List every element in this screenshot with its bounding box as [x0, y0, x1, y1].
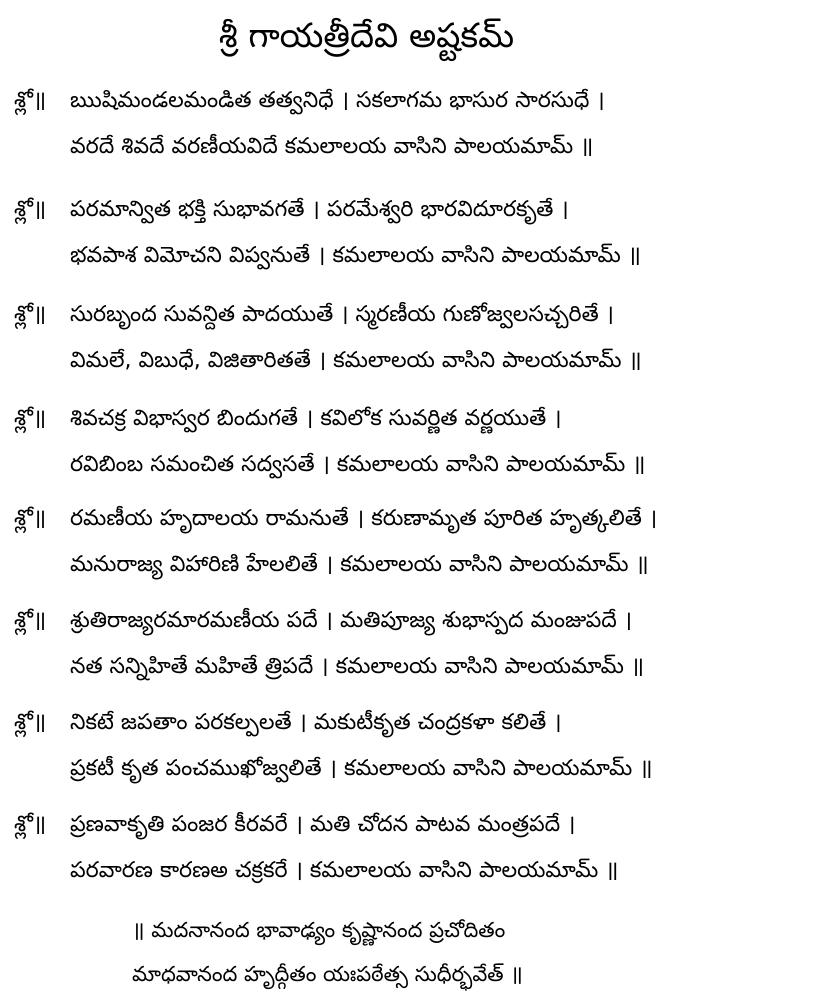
verse-8 — [14, 802, 804, 894]
footer-line-1: ॥ మదనానంద భావాఢ్యం కృష్ణానంద ప్రచోదితం — [132, 918, 506, 942]
verse-2 — [14, 187, 804, 279]
verse-text: ఋషిమండలమండిత తత్వనిధే । సకలాగమ భాసుర సారసుధే । — [70, 88, 605, 113]
verse-line-2 — [14, 848, 618, 894]
verse-line-2 — [14, 442, 645, 488]
verse-line-1 — [14, 700, 562, 746]
verse-5 — [14, 496, 804, 588]
verse-line-2 — [14, 542, 649, 588]
verse-text: శివచక్ర విభాస్వర బిందుగతే । కవిలోక సువర్ణిత వర్ణయుతే । — [70, 406, 562, 431]
verse-text: నికటే జపతాం పరకల్పలతే । మకుటీకృత చంద్రకళా కలితే । — [70, 710, 562, 735]
verse-text: పరవారణ కారణఅ చక్రకరే । కమలాలయ వాసిని పాలయమామ్ ॥ — [70, 858, 619, 883]
verse-4 — [14, 396, 804, 488]
verse-text: ప్రకటీ కృత పంచముఖోజ్వలితే । కమలాలయ వాసిని పాలయమామ్ ॥ — [70, 756, 653, 781]
verse-6 — [14, 598, 804, 690]
verse-line-1 — [14, 292, 614, 338]
verse-text: పరమాన్విత భక్తి సుభావగతే । పరమేశ్వరి భారవిదూరకృతే । — [70, 197, 569, 222]
verse-text: సురబృంద సువన్దిత పాదయుతే । స్మరణీయ గుణోజ్వలసచ్చరితే । — [70, 302, 615, 327]
verse-line-2 — [14, 746, 653, 792]
verse-line-1 — [14, 496, 657, 542]
verse-line-2 — [14, 644, 644, 690]
verse-text: వరదే శివదే వరణీయవిదే కమలాలయ వాసిని పాలయమామ్ ॥ — [70, 134, 594, 159]
verse-marker: శ్లో॥ — [14, 608, 47, 633]
verse-text: విమలే, విబుధే, విజితారితతే । కమలాలయ వాసిని పాలయమామ్ ॥ — [70, 348, 642, 373]
verse-line-2 — [14, 124, 593, 170]
verse-marker: శ్లో॥ — [14, 88, 47, 113]
verse-marker: శ్లో॥ — [14, 406, 47, 431]
verse-line-1 — [14, 802, 575, 848]
footer-line-2: మాధవానంద హృద్గీతం యఃపఠేత్స సుధీర్భవేత్ ॥ — [132, 962, 523, 986]
verse-marker: శ్లో॥ — [14, 197, 47, 222]
verse-marker: శ్లో॥ — [14, 812, 47, 837]
verse-3 — [14, 292, 804, 384]
verse-marker: శ్లో॥ — [14, 302, 47, 327]
verse-marker: శ్లో॥ — [14, 506, 47, 531]
verse-line-1 — [14, 78, 605, 124]
verse-text: మనురాజ్య విహారిణి హేలలితే । కమలాలయ వాసిని పాలయమామ్ ॥ — [70, 552, 649, 577]
verse-line-2 — [14, 338, 642, 384]
verse-line-1 — [14, 598, 632, 644]
verse-1 — [14, 78, 804, 170]
verse-text: ప్రణవాకృతి పంజర కీరవరే । మతి చోదన పాటవ మంత్రపదే । — [70, 812, 576, 837]
verse-line-1 — [14, 187, 569, 233]
verse-text: భవపాశ విమోచని విప్వనుతే । కమలాలయ వాసిని పాలయమామ్ ॥ — [70, 243, 641, 268]
verse-line-2 — [14, 233, 641, 279]
page-title: శ్రీ గాయత్రీదేవి అష్టకమ్ — [218, 16, 515, 56]
verse-marker: శ్లో॥ — [14, 710, 47, 735]
verse-line-1 — [14, 396, 562, 442]
verse-text: శ్రుతిరాజ్యరమారమణీయ పదే । మతిపూజ్య శుభాస్పద మంజుపదే । — [70, 608, 633, 633]
verse-7 — [14, 700, 804, 792]
verse-text: రమణీయ హృదాలయ రామనుతే । కరుణామృత పూరిత హృత్కలితే । — [70, 506, 658, 531]
verse-text: నత సన్నిహితే మహితే త్రిపదే । కమలాలయ వాసిని పాలయమామ్ ॥ — [70, 654, 645, 679]
verse-text: రవిబింబ సమంచిత సద్వసతే । కమలాలయ వాసిని పాలయమామ్ ॥ — [70, 452, 646, 477]
